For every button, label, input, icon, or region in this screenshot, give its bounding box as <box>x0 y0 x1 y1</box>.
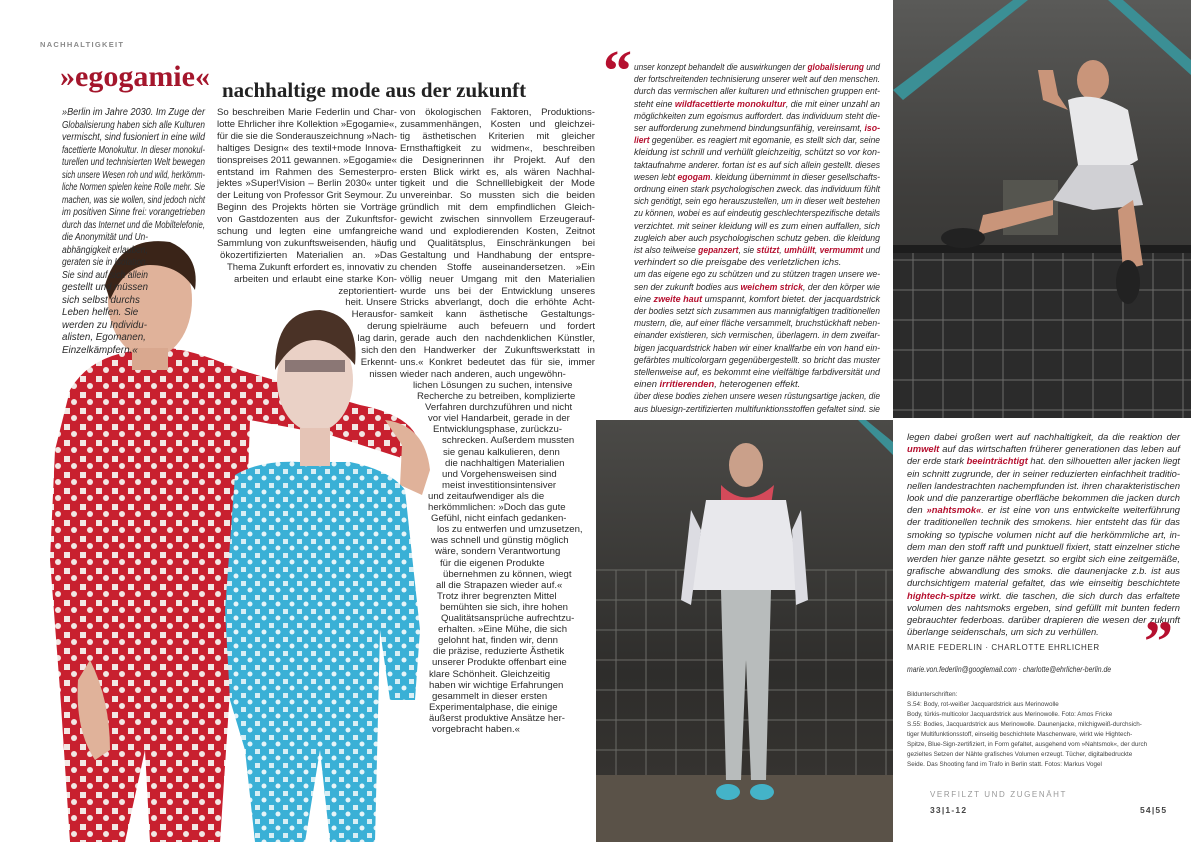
text-line: bigen jacquardstrick haben wir einer knallfarbe ein von hand ein- <box>634 341 880 353</box>
text-line: die präzise, reduzierte Ästhetik <box>433 646 565 658</box>
text-line: gefärbtes multicolorgarn gegenübergestellt. so bricht das muster <box>634 353 880 365</box>
text-line: Leben helfen. Sie <box>62 307 139 318</box>
caption-line: tiger Multifunktionsstoff, einseitig beschichtete Maschenware, wirkt wie Hightech- <box>907 731 1133 738</box>
highlighted-keyword: irritierenden <box>659 378 715 390</box>
text-line: ökozertifizierten Materialien an. »Das <box>220 249 397 261</box>
text-line: tionspreises 2011 gewannen. »Egogamie« <box>217 154 397 166</box>
highlighted-keyword: vermummt <box>819 244 864 255</box>
text-line: tigkeit und die Schnelllebigkeit der Mode <box>400 178 595 190</box>
text-line: So beschreiben Marie Federlin und Char- <box>217 107 397 118</box>
text-line: sich unsere Wesen roh und wild, herkömm- <box>62 169 205 181</box>
highlighted-keyword: stützt <box>756 244 780 255</box>
text-line: arbeiten und erlaubt eine starke Kon- <box>234 273 397 285</box>
text-line: sich den <box>361 345 397 356</box>
text-line: den Handwerker der Zukunftswerkstatt in <box>400 345 595 356</box>
text-line: unserer Produkte offenbart eine <box>432 657 567 669</box>
text-line: sich genötigt, sein ego herauszustellen, um in dieser welt bestehen <box>634 195 880 207</box>
photo-model-jumping <box>893 0 1191 418</box>
text-line: uns.« Konkret bedeutet das für sie, immer <box>400 356 595 368</box>
text-line: liche Normen spielen keine Rolle mehr. Sie <box>62 182 205 193</box>
text-line: liert gegenüber. es reagiert mit egomanie, es stellt sich dar, seine <box>634 134 880 146</box>
photo-captions <box>907 690 1182 770</box>
text-line: vor viel Handarbeit, gerade in der <box>428 413 570 425</box>
text-line: Einzelkämpfern.« <box>62 344 138 356</box>
text-line: von ökologischen Faktoren, Produktions- <box>400 107 595 118</box>
text-line: Sie sind auf sich allein <box>62 269 148 281</box>
text-line: umwelt auf das wirtschaften früherer generationen das leben auf <box>907 443 1180 455</box>
text-line: der bodies setzt sich zusammen aus mannigfaltigen traditionellen <box>634 305 880 316</box>
text-line: dem man den stoff rafft und punktuell fixiert, statt einzelner stiche <box>907 540 1180 552</box>
text-line: gestellt und müssen <box>62 282 148 293</box>
text-line: stellenweise auf, es bekommt eine vielfältige farbdiversität und <box>634 366 880 377</box>
issue-number: 33|1-12 <box>930 805 968 815</box>
text-line: gesammelt in dieser ersten <box>432 690 548 702</box>
text-line: im positiven Sinne frei: vorangetrieben <box>62 207 205 218</box>
highlighted-keyword: zweite haut <box>653 292 703 304</box>
text-line: herkömmlichen: »Doch das gute <box>428 502 566 513</box>
text-line: schrecken. Außerdem mussten <box>442 435 575 447</box>
text-line: schung und legten eine umfangreiche <box>217 226 397 237</box>
text-line: smoking so typische volumen nicht auf die herkömmliche art, in- <box>907 528 1180 540</box>
text-line: von Gastdozenten aus der Zukunftsfor- <box>217 214 397 226</box>
text-line: entstand im Rahmen des Semesterpro- <box>217 166 397 178</box>
text-line: vermischt, sind fusioniert in eine wild <box>62 132 205 143</box>
text-line: Stricks abverlangt, doch die erhöhte Acht- <box>400 297 595 309</box>
text-line: aus bluesign-zertifizierten multifunktionsstoffen gefaltet sind. sie <box>634 402 880 414</box>
text-line: derung <box>367 321 397 333</box>
highlighted-keyword: hightech-spitze <box>907 589 976 601</box>
text-line: für die sie die Sonderauszeichnung »Nach- <box>217 130 397 142</box>
text-line: meist investitionsintensiver <box>442 479 557 491</box>
article-subtitle: nachhaltige mode aus der zukunft <box>222 78 527 102</box>
text-line: look und die panzerartige oberfläche bekommen die jacken durch <box>907 492 1180 503</box>
text-line: verzichtet. mit seiner kleidung will es zum einen auffallen, sich <box>634 219 880 231</box>
text-line: eine zweite haut umspannt, komfort bietet. der jacquardstrick <box>634 292 880 304</box>
text-line: Ernsthaftigkeit zu widmen«, beschreiben <box>400 142 595 154</box>
text-line: los zu entwerfen und umzusetzen, <box>437 524 583 536</box>
text-line: überlange seidenschals, um sich zu verhüllen. <box>907 626 1099 638</box>
text-line: turellen und technisierten Welt bewegen <box>62 157 205 168</box>
text-line: erhalten. »Eine Mühe, die sich <box>438 624 568 636</box>
text-line: ordnung einen stark psychologischen zweck. das individuum fühlt <box>634 183 880 194</box>
text-line: geraten sie in Isolation. <box>62 257 148 268</box>
text-line: für die eigenen Produkte <box>440 557 545 569</box>
text-line: lotte Ehrlicher ihre Kollektion »Egogamie«, <box>217 118 397 130</box>
contact-emails[interactable]: marie.von.federlin@googlemail.com · charlotte@ehrlicher-berlin.de <box>907 664 1112 674</box>
text-line: legen dabei großen wert auf nachhaltigkeit, da die reaktion der <box>907 431 1180 442</box>
text-line: und Qualitätsplus, Einschränkungen bei <box>400 237 595 249</box>
text-line: was schnell und günstig möglich <box>431 535 569 547</box>
text-line: Beginn des Projekts hörten sie Vorträge <box>217 202 397 214</box>
text-line: chenden Stoffe auseinandersetzen. »Ein <box>400 261 595 273</box>
text-line: gebrauchter federboas. darüber drapieren die wesen der zukunft <box>907 614 1180 625</box>
text-line: wand und explodierenden Kosten, Zeitnot <box>400 226 595 237</box>
highlighted-keyword: globalisierung <box>807 61 864 72</box>
text-line: samkeit kann ästhetische Gestaltungs- <box>400 309 595 321</box>
text-line: Recherche zu betreiben, komplizierte <box>417 391 576 402</box>
highlighted-keyword: »nahtsmok« <box>926 504 982 516</box>
text-line: zu können, wobei es auf eindeutig geschlechterspezifische details <box>634 207 880 219</box>
text-line: der erde stark beeinträchtigt hat. den silhouetten aller jacken liegt <box>907 455 1180 467</box>
text-line: durchsichtigem material gefaltet, das wie einseitig beschichtete <box>907 577 1180 589</box>
caption-line: Body, türkis-multicolor Jacquardstrick aus Merinowolle. Foto: Amos Fricke <box>907 711 1113 718</box>
text-line: unvereinbar. So mussten sich die beiden <box>400 190 595 202</box>
text-line: wesen lebt egogam. kleidung übernimmt in dieser gesellschafts- <box>634 170 880 182</box>
text-line: einen irritierenden, heterogenen effekt. <box>634 378 801 390</box>
text-line: haltiges Design« des textil+mode Innova- <box>217 142 397 154</box>
text-line: der Leitung von Professor Grit Seymour. Zu <box>217 190 397 202</box>
highlighted-keyword: egogam <box>677 170 711 182</box>
text-line: ser aufforderung zunehmend bindungsunfähig, vereinsamt, iso- <box>634 122 880 133</box>
text-line: wurde uns bei der Entwicklung unseres <box>400 285 595 297</box>
text-line: die nachhaltigen Materialien <box>445 457 565 469</box>
text-line: hightech-spitze wirkt. die taschen, die sich durch das erfaltete <box>907 589 1180 601</box>
caption-line: Spitze, Blue-Sign-zertifiziert, in Form gefaltet, ausgehend vom »Nahtsmok«, der durch <box>907 741 1148 748</box>
text-line: der traditionellen technik des smokens. hier entsteht das für das <box>907 516 1180 528</box>
photo-model-jacket <box>596 420 893 842</box>
section-label: NACHHALTIGKEIT <box>40 40 125 49</box>
text-line: taktaufnahme anderer. fortan ist es auf sich allein gestellt. dieses <box>634 158 880 170</box>
text-line: werden zu Individu- <box>62 319 147 331</box>
text-line: ein schnitt zugrunde, der in seiner reduzierten einfachheit traditio- <box>907 467 1180 479</box>
highlighted-keyword: liert <box>634 134 650 146</box>
text-line: um das eigene ego zu schützen und zu stützen tragen unsere we- <box>634 268 880 280</box>
text-line: den »nahtsmok«. er ist eine von uns entwickelte weiterführung <box>907 504 1180 516</box>
text-line: äußerst produktive Ansätze her- <box>429 712 565 724</box>
text-line: die Designerinnen ihr Projekt. Auf den <box>400 154 595 166</box>
text-line: Trotz ihrer begrenzten Mittel <box>437 590 557 602</box>
close-quote-mark: ” <box>1144 609 1173 674</box>
text-line: übernehmen zu können, wiegt <box>443 568 572 580</box>
jacket-photo-illustration <box>596 420 893 842</box>
text-line: bemühten sie sich, ihre hohen <box>440 601 568 613</box>
text-line: mustern, die, auf einer fläche versammelt, bruchstückhaft neben- <box>634 317 880 329</box>
caption-line: S.54: Body, rot-weißer Jacquardstrick aus Merinowolle <box>907 701 1059 708</box>
text-line: haben wir wichtige Erfahrungen <box>429 679 564 691</box>
text-line: Herausfor- <box>351 309 397 321</box>
designer-names: MARIE FEDERLIN · CHARLOTTE EHRLICHER <box>907 643 1100 652</box>
text-line: einander existieren, sich vermischen, überlagern. in dem zweifar- <box>634 329 880 341</box>
text-line: vorgebracht haben.« <box>432 724 521 735</box>
text-line: und zeitaufwendiger als die <box>428 490 545 502</box>
text-line: jektes »Super!Vision – Berlin 2030« unter <box>217 178 397 190</box>
jump-photo-illustration <box>893 0 1191 418</box>
text-line: völlig neuer Umgang mit den Materialien <box>400 273 595 285</box>
text-line: nissen <box>369 368 397 380</box>
text-line: klare Schönheit. Gleichzeitig <box>429 668 551 680</box>
text-line: Verfahren durchzuführen und nicht <box>425 402 573 414</box>
highlighted-keyword: gepanzert <box>698 244 739 255</box>
text-line: zeptorientiert- <box>338 285 397 297</box>
text-line: und Vorgehensweisen sind <box>442 468 557 480</box>
text-line: machen, was sie wollen, sind jedoch nicht <box>62 194 205 206</box>
article-title: »egogamie« <box>60 60 210 93</box>
text-line: Sammlung von zukunftsweisenden, häufig <box>217 237 397 249</box>
captions-heading: Bildunterschriften: <box>907 691 958 698</box>
page-numbers: 54|55 <box>1140 805 1168 815</box>
text-line: sich selbst durchs <box>62 294 140 306</box>
text-line: zugleich aber auch psychologischen schutz geben. die kleidung <box>634 231 880 243</box>
text-line: gründlich mit dem empfindlichen Gleich- <box>400 202 595 214</box>
highlighted-keyword: iso- <box>864 122 880 133</box>
highlighted-keyword: wildfacettierte monokultur <box>674 97 786 109</box>
text-line: unser konzept behandelt die auswirkungen der globalisierung und <box>634 61 880 72</box>
text-line: über diese bodies ziehen unsere wesen rüstungsartige jacken, die <box>634 390 880 402</box>
text-line: lag darin, <box>357 333 397 345</box>
text-line: volumen des nahtsmoks ergeben, sind gefüllt mit bunten federn <box>907 601 1180 613</box>
text-line: werden hier ganze nähte gesetzt. so ergibt sich eine zeitgemäße, <box>907 553 1180 564</box>
text-line: nellen landestrachten nachempfunden ist. ihren charakteristischen <box>907 479 1180 491</box>
text-line: heit. Unsere <box>345 297 397 309</box>
text-line: gewicht zwischen sinnvollem Erzeugerauf- <box>400 214 595 226</box>
text-line: lichen Lösungen zu suchen, intensive <box>413 379 573 391</box>
text-line: Entwicklungsphase, zurückzu- <box>433 424 563 436</box>
text-line: sie genau kalkulieren, denn <box>443 446 560 458</box>
text-line: Erkennt- <box>360 356 397 368</box>
text-line: Gefühl, nicht einfach gedanken- <box>431 513 567 525</box>
text-line: wäre, sondern Verantwortung <box>435 546 561 558</box>
highlighted-keyword: umwelt <box>907 443 940 455</box>
text-line: der fortschreitenden technisierung unserer welt auf den menschen. <box>634 73 880 85</box>
highlighted-keyword: weichem strick <box>740 280 804 292</box>
text-line: tig ästhetischen Kriterien mit gleicher <box>400 130 595 142</box>
text-line: spielräume auch befeuern und fordert <box>400 321 595 333</box>
open-quote-mark: “ <box>603 38 632 103</box>
text-line: all die Strapazen wieder auf.« <box>436 579 563 591</box>
highlighted-keyword: umhüllt <box>784 244 815 255</box>
highlighted-keyword: beeinträchtigt <box>966 455 1028 467</box>
text-line: gerade auch den nachdenklichen Künstler, <box>400 333 595 345</box>
text-line: durch das Internet und die Mobiltelefonie, <box>62 219 205 231</box>
text-line: Experimentalphase, die einige <box>429 701 558 713</box>
text-line: die Anonymität und Un- <box>62 232 148 243</box>
text-line: facettierte Monokultur. In dieser monokul- <box>62 144 205 156</box>
magazine-title: VERFILZT UND ZUGENÄHT <box>930 790 1068 799</box>
text-line: zusammenhängen, Kosten und gleichzei- <box>400 118 595 130</box>
caption-line: Seide. Das Shooting fand im Trafo in Berlin statt. Fotos: Markus Vogel <box>907 761 1102 768</box>
text-line: abhängigkeit erlauben, <box>62 244 148 256</box>
text-line: grafische abwandlung des smoks. die daunenjacke z.b. ist aus <box>907 565 1180 577</box>
text-line: sen der zukunft bodies aus weichem strick, der den körper wie <box>634 280 880 292</box>
text-line: Thema Zukunft erfordert es, innovativ zu <box>227 261 397 273</box>
text-line: »Berlin im Jahre 2030. Im Zuge der <box>62 107 205 118</box>
caption-line: S.55: Bodies, Jacquardstrick aus Merinowolle. Daunenjacke, milchigweiß-durchsich- <box>907 721 1142 728</box>
text-line: wieder nach anderen, auch ungewöhn- <box>400 368 566 380</box>
text-line: Qualitätsansprüche aufrechtzu- <box>441 613 575 624</box>
text-line: Gestaltung und Handhabung der entspre- <box>400 249 595 261</box>
text-line: möglichkeiten zum egoismus auffordert. das individuum steht die- <box>634 109 880 121</box>
text-line: Globalisierung haben sich alle Kulturen <box>62 119 205 131</box>
text-line: kleidung ist schrill und verhüllt gleichzeitig, schützt so vor kon- <box>634 146 880 158</box>
text-line: ersten Blick wirkt es, als wären Nachhal- <box>400 166 595 178</box>
text-line: alisten, Egomanen, <box>62 332 146 343</box>
caption-line: gezieltes Setzen der Nähte grafisches Volumen erzeugt. Tücher, digitalbedruckte <box>907 751 1133 758</box>
text-line: durch das vermischen aller kulturen und ethnischen gruppen ent- <box>634 85 880 97</box>
text-line: verhindert so die preisgabe des verletzlichen ichs. <box>634 256 842 268</box>
text-line: gelohnt hat, finden wir, denn <box>438 635 559 647</box>
text-line: steht eine wildfacettierte monokultur, die mit einer unzahl an <box>634 97 880 109</box>
text-line: ist also teilweise gepanzert, sie stützt, umhüllt, vermummt und <box>634 244 880 255</box>
